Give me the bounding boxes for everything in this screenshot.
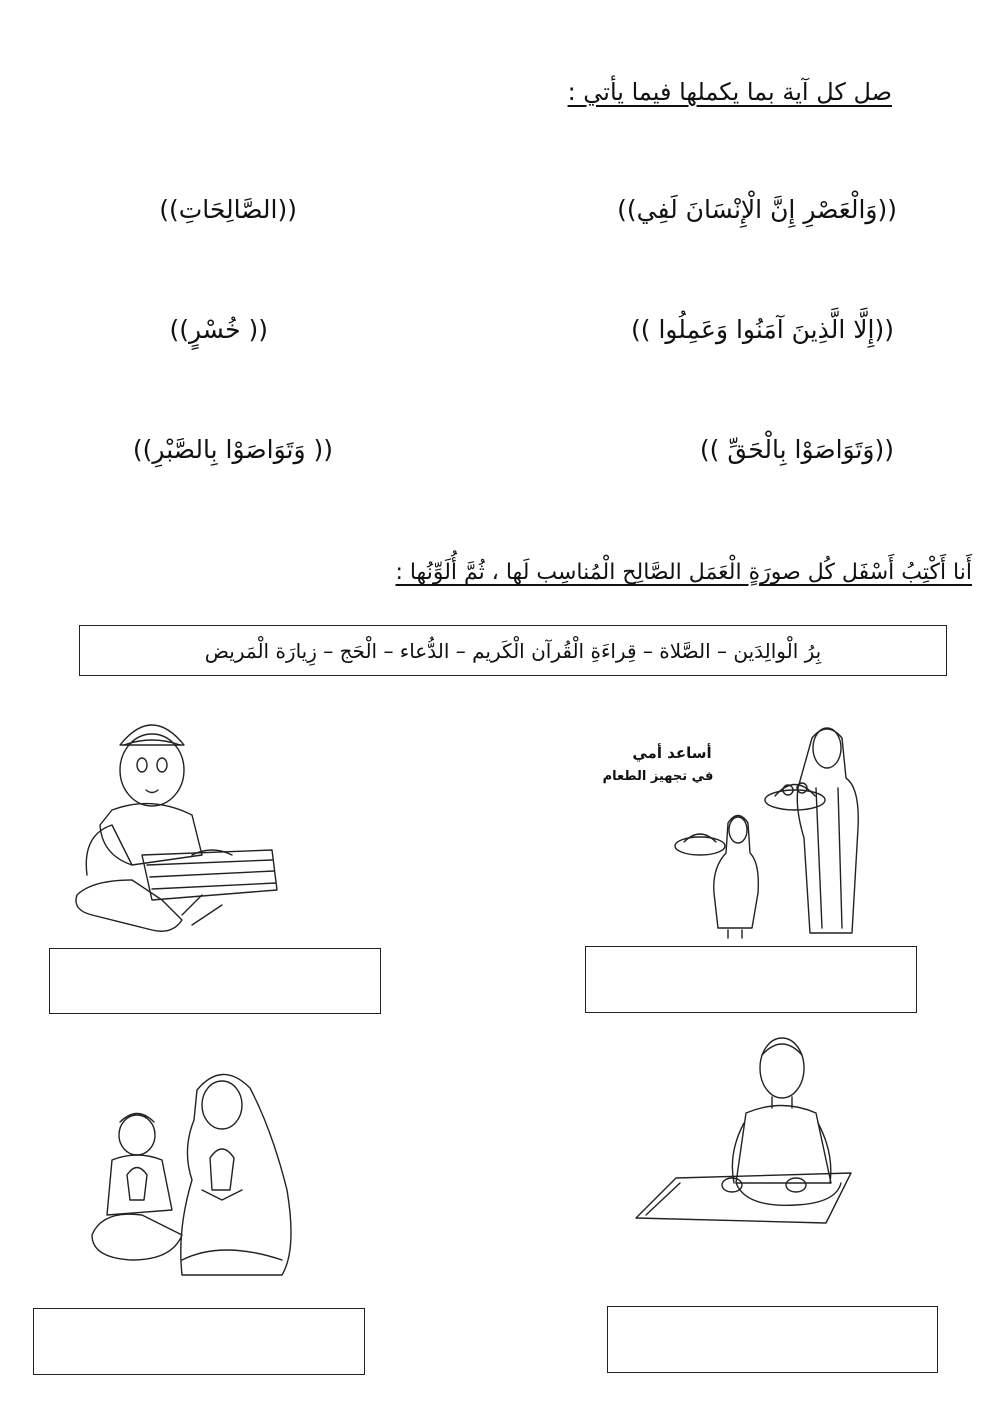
completion-3[interactable]: (( وَتَوَاصَوْا بِالصَّبْرِ)) [132,435,333,464]
mother-child-dua-icon [82,1060,300,1280]
verse-2[interactable]: ((إِلَّا الَّذِينَ آمَنُوا وَعَمِلُوا )) [630,315,894,344]
answer-box-3[interactable] [607,1306,938,1373]
answer-box-1[interactable] [585,946,917,1013]
completion-1[interactable]: ((الصَّالِحَاتِ)) [159,195,297,224]
completion-2[interactable]: (( خُسْرٍ)) [169,315,268,344]
boy-praying-on-mat-icon [636,1033,851,1233]
section1-title: صل كل آية بما يكملها فيما يأتي : [567,78,892,106]
section2-title: أَنا أَكْتِبُ أَسْفَل كُل صورَةٍ الْعَمَل الصَّالِح الْمُناسِب لَها ، ثُمَّ أُلَوِّنُها : [395,560,972,585]
verse-3[interactable]: ((وَتَوَاصَوْا بِالْحَقِّ )) [699,435,894,464]
boy-reading-quran-icon [72,705,282,945]
answer-box-4[interactable] [33,1308,365,1375]
word-bank-text: بِرُ الْوالِدَين – الصَّلاة – قِراءَةِ الْقُرآن الْكَريم – الدُّعاء – الْحَج – زِيارَة الْمَريض [204,638,822,663]
mother-daughter-serving-food-icon [590,718,880,940]
verse-1[interactable]: ((وَالْعَصْرِ إِنَّ الْإِنْسَانَ لَفِي)) [617,195,897,224]
picture1-caption-line2: في تجهيز الطعام [602,769,714,784]
answer-box-2[interactable] [49,948,381,1014]
word-bank [79,625,947,676]
picture1-caption-line1: أساعد أمي [632,744,712,762]
